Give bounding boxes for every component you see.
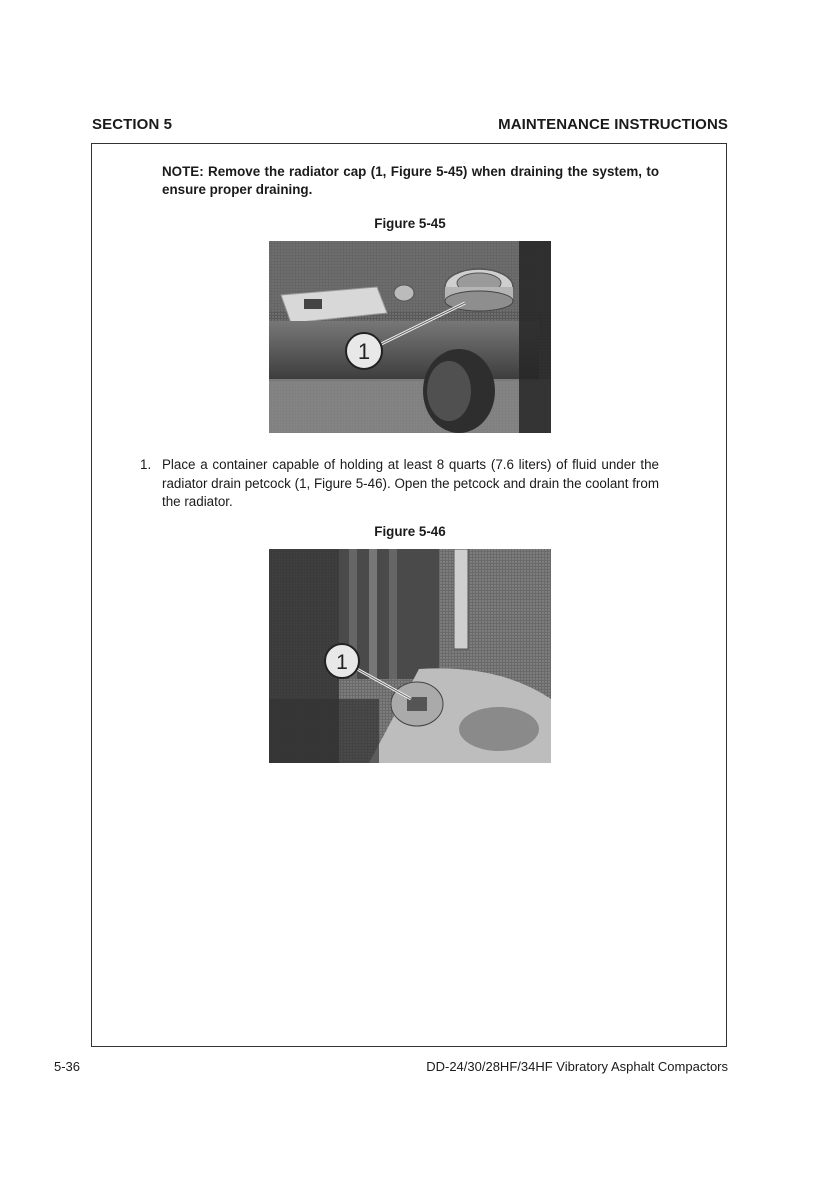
figure-5-46-photo (269, 549, 551, 763)
note-paragraph: NOTE: Remove the radiator cap (1, Figure 5-45) when draining the system, to ensure proper draining. (162, 164, 659, 197)
page-number: 5-36 (54, 1059, 81, 1074)
figure-5-45-callout: 1 (357, 339, 371, 364)
figure-5-46-callout: 1 (336, 651, 348, 674)
section-title: MAINTENANCE INSTRUCTIONS (498, 116, 728, 133)
figure-5-46-title: Figure 5-46 (374, 524, 446, 539)
section-label: SECTION 5 (92, 116, 173, 133)
step-text: Place a container capable of holding at least 8 quarts (7.6 liters) of fluid under the radiator drain petcock (1, Figure 5-46). Open the petcock and drain the coolant from the radiator. (162, 457, 659, 509)
figure-5-45-photo (269, 241, 551, 433)
step-number: 1. (140, 457, 152, 472)
figure-5-45-title: Figure 5-45 (374, 216, 446, 231)
document-title: DD-24/30/28HF/34HF Vibratory Asphalt Compactors (426, 1059, 728, 1074)
